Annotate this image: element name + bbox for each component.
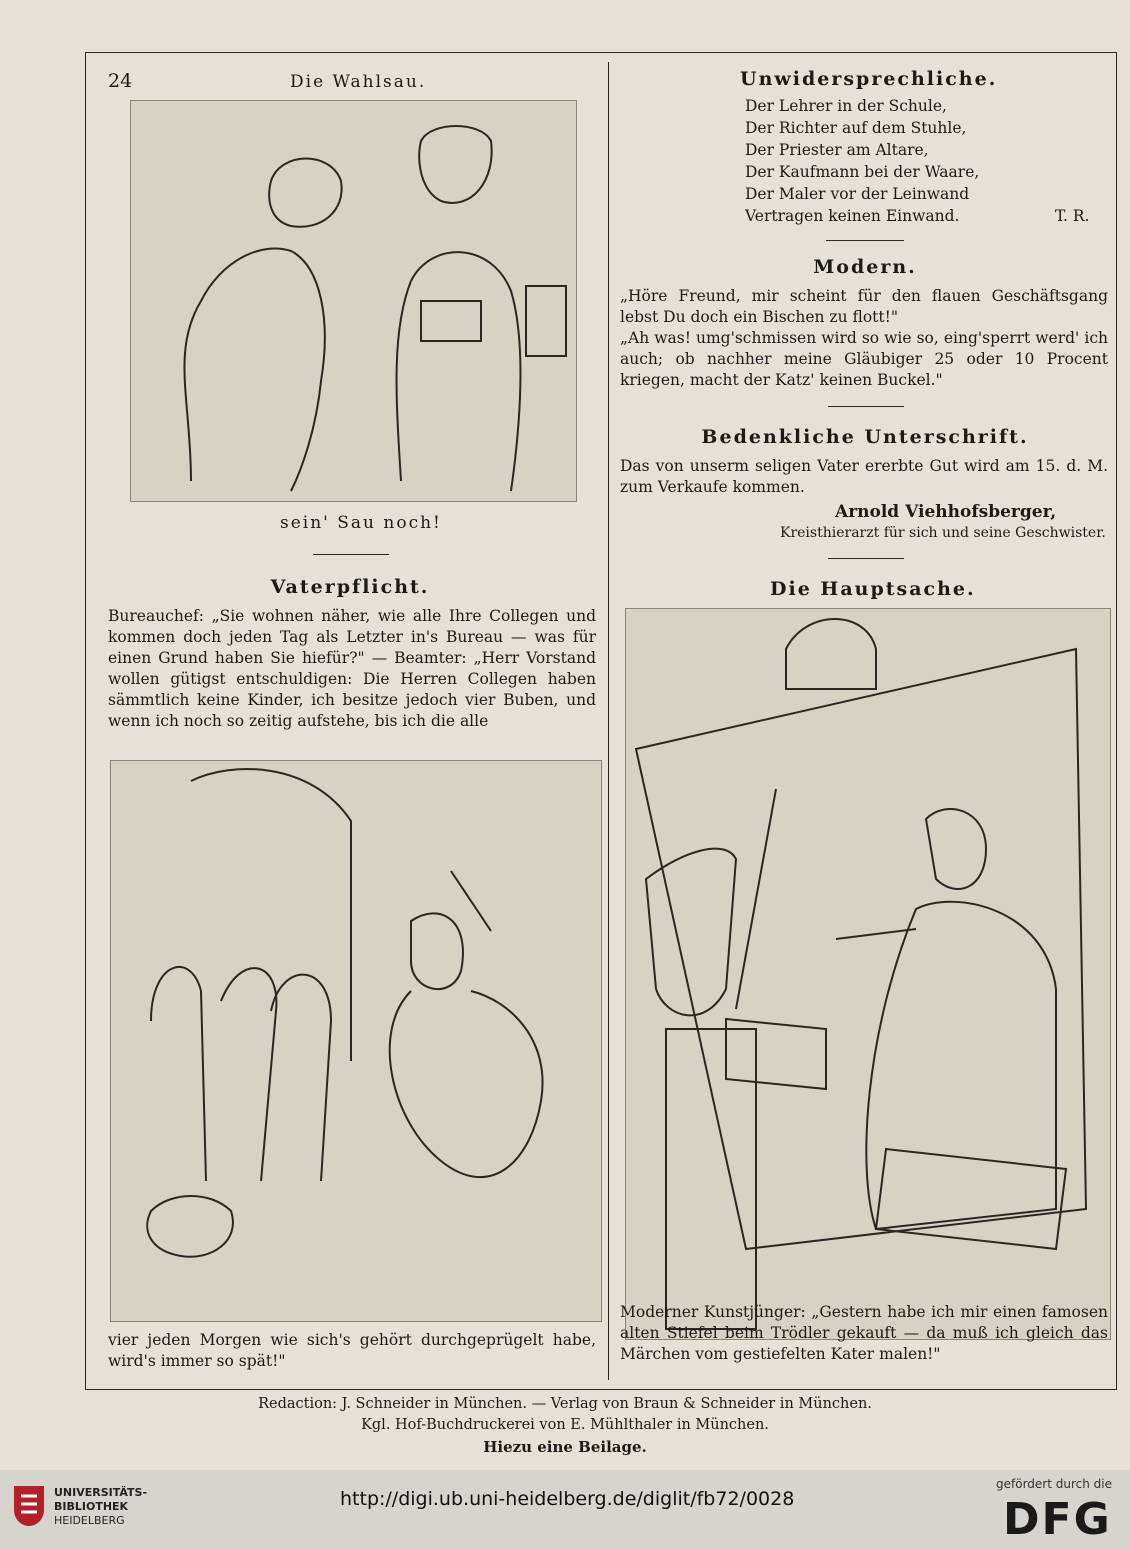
poem-line-4: Der Kaufmann bei der Waare, — [745, 163, 980, 181]
illustration-father-spanking — [110, 760, 602, 1322]
poem-signature: T. R. — [1055, 207, 1090, 225]
column-divider — [608, 62, 609, 1380]
heading-modern: Modern. — [813, 256, 917, 278]
text-modern-2: „Ah was! umg'schmissen wird so wie so, eing'sperrt werd' ich auch; ob nachher meine Gläubiger 25 oder 10 Procent kriegen, macht der Katz' keinen Buckel." — [620, 329, 1108, 389]
illustration-painter-drawing — [626, 609, 1110, 1339]
dfg-logo[interactable]: DFG — [1003, 1494, 1112, 1545]
illustration-painter — [625, 608, 1111, 1340]
illustration-two-men-drawing — [131, 101, 576, 501]
text-vaterpflicht: Bureauchef: „Sie wohnen näher, wie alle Ihre Collegen und kommen doch jeden Tag als Letzter in's Bureau — was für einen Grund haben Sie hiefür?" — Beamter: „Herr Vorstand wollen gütigst entschuldigen: Die Herren Collegen haben sämmtlich keine Kinder, ich besitze jedoch vier Buben, und wenn ich noch so zeitig aufstehe, bis ich die alle — [108, 607, 596, 730]
cartoon-caption-wahlsau: sein' Sau noch! — [280, 513, 442, 533]
poem-line-6: Vertragen keinen Einwand. — [745, 207, 960, 225]
text-bedenkliche: Das von unserm seligen Vater ererbte Gut wird am 15. d. M. zum Verkaufe kommen. — [620, 457, 1108, 496]
imprint-line-1: Redaction: J. Schneider in München. — Verlag von Braun & Schneider in München. — [258, 1396, 872, 1412]
caption-hauptsache: Moderner Kunstjünger: „Gestern habe ich mir einen famosen alten Stiefel beim Trödler gekauft — da muß ich gleich das Märchen vom gestiefelten Kater malen!" — [620, 1303, 1108, 1363]
sponsor-label: gefördert durch die — [996, 1477, 1112, 1491]
separator-rule — [313, 554, 389, 555]
text-vaterpflicht-end: vier jeden Morgen wie sich's gehört durchgeprügelt habe, wird's immer so spät!" — [108, 1331, 596, 1370]
heading-unwidersprechliche: Unwidersprechliche. — [740, 68, 998, 90]
logo-line-2: BIBLIOTHEK — [54, 1500, 129, 1513]
cartoon-title-wahlsau: Die Wahlsau. — [290, 72, 427, 92]
separator-rule — [828, 558, 904, 559]
signature-title: Kreisthierarzt für sich und seine Geschwister. — [780, 525, 1106, 541]
imprint-line-2: Kgl. Hof-Buchdruckerei von E. Mühlthaler in München. — [361, 1417, 769, 1433]
logo-line-3: HEIDELBERG — [54, 1514, 125, 1527]
separator-rule — [828, 406, 904, 407]
illustration-father-drawing — [111, 761, 601, 1321]
poem-line-3: Der Priester am Altare, — [745, 141, 929, 159]
poem-line-5: Der Maler vor der Leinwand — [745, 185, 970, 203]
signature-viehhofsberger: Arnold Viehhofsberger, — [835, 502, 1057, 522]
heading-vaterpflicht: Vaterpflicht. — [270, 576, 430, 598]
text-modern-1: „Höre Freund, mir scheint für den flauen Geschäftsgang lebst Du doch ein Bischen zu flott!" — [620, 287, 1108, 326]
seal-icon — [12, 1484, 46, 1528]
university-logo[interactable] — [12, 1482, 172, 1536]
separator-rule — [826, 240, 904, 241]
poem-line-1: Der Lehrer in der Schule, — [745, 97, 947, 115]
poem-line-2: Der Richter auf dem Stuhle, — [745, 119, 967, 137]
logo-line-1: UNIVERSITÄTS- — [54, 1486, 148, 1499]
permalink-url[interactable]: http://digi.ub.uni-heidelberg.de/diglit/fb72/0028 — [340, 1488, 795, 1510]
page-number: 24 — [108, 70, 133, 92]
imprint-line-3: Hiezu eine Beilage. — [483, 1438, 647, 1456]
illustration-two-men — [130, 100, 577, 502]
heading-bedenkliche-unterschrift: Bedenkliche Unterschrift. — [701, 426, 1029, 448]
heading-die-hauptsache: Die Hauptsache. — [770, 578, 976, 600]
